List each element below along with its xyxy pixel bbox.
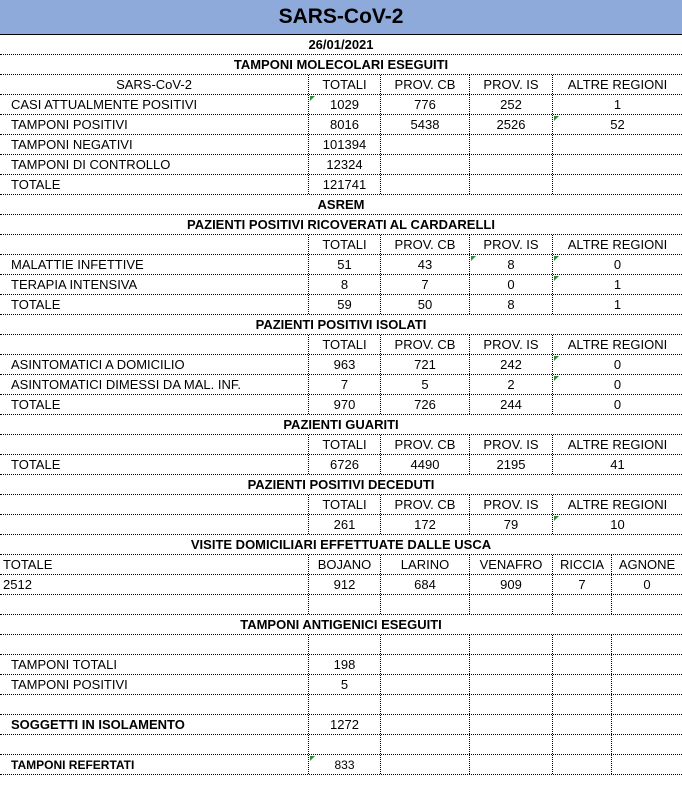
isolamento-label: SOGGETTI IN ISOLAMENTO: [0, 715, 309, 734]
cell-value: 101394: [309, 135, 381, 154]
table-header-row: [0, 495, 682, 515]
cell-value: 121741: [309, 175, 381, 194]
cell-value: 10: [553, 515, 682, 534]
col-prov-cb: PROV. CB: [381, 495, 470, 514]
row-label: TAMPONI DI CONTROLLO: [0, 155, 309, 174]
table-row: [0, 275, 682, 295]
cell-value: 2526: [470, 115, 553, 134]
table-row: [0, 355, 682, 375]
cell-value: [553, 155, 682, 174]
refertati-value: 833: [309, 755, 381, 774]
cell-value: 8: [470, 295, 553, 314]
cell-value: 776: [381, 95, 470, 114]
cell-value: [381, 155, 470, 174]
table-row: [0, 675, 682, 695]
col-prov-cb: PROV. CB: [381, 435, 470, 454]
row-label: TAMPONI POSITIVI: [0, 675, 309, 694]
col-label: [0, 335, 309, 354]
col-prov-is: PROV. IS: [470, 335, 553, 354]
cell-value: 2195: [470, 455, 553, 474]
cell-value: [470, 175, 553, 194]
cell-value: 4490: [381, 455, 470, 474]
section-usca: VISITE DOMICILIARI EFFETTUATE DALLE USCA: [190, 537, 492, 552]
empty-row: [0, 735, 682, 755]
cell-value: 726: [381, 395, 470, 414]
row-label: TOTALE: [0, 455, 309, 474]
cell-value: 43: [381, 255, 470, 274]
cell-value: 721: [381, 355, 470, 374]
cell-value: 12324: [309, 155, 381, 174]
col-altre-regioni: ALTRE REGIONI: [567, 77, 668, 92]
col-label: [0, 495, 309, 514]
cell-value: 7: [309, 375, 381, 394]
cell-value: 8016: [309, 115, 381, 134]
cell-value: 5438: [381, 115, 470, 134]
col-altre-regioni: ALTRE REGIONI: [567, 237, 668, 252]
col-prov-is: PROV. IS: [470, 75, 553, 94]
table-row: [0, 655, 682, 675]
section-guariti: PAZIENTI GUARITI: [283, 417, 399, 432]
cell-value: 1: [613, 297, 622, 312]
cell-value: 963: [309, 355, 381, 374]
table-row: [0, 715, 682, 735]
cell-value: 50: [381, 295, 470, 314]
section-molecolari: TAMPONI MOLECOLARI ESEGUITI: [233, 57, 449, 72]
cell-value: 7: [381, 275, 470, 294]
cell-value: 0: [613, 397, 622, 412]
cell-value: 912: [309, 575, 381, 594]
col-totali: TOTALI: [309, 435, 381, 454]
table-row: [0, 575, 682, 595]
cell-value: 0: [553, 375, 682, 394]
table-row: [0, 295, 682, 315]
col-agnone: AGNONE: [618, 557, 676, 572]
cell-value: 5: [309, 675, 381, 694]
col-prov-cb: PROV. CB: [381, 335, 470, 354]
row-label: ASINTOMATICI DIMESSI DA MAL. INF.: [0, 375, 309, 394]
col-totali: TOTALI: [309, 235, 381, 254]
row-label: TAMPONI TOTALI: [0, 655, 309, 674]
col-altre-regioni: ALTRE REGIONI: [567, 437, 668, 452]
cell-value: 242: [470, 355, 553, 374]
cell-value: 1029: [309, 95, 381, 114]
cell-value: [381, 175, 470, 194]
row-label: TERAPIA INTENSIVA: [0, 275, 309, 294]
col-totali: TOTALI: [309, 75, 381, 94]
col-altre-regioni: ALTRE REGIONI: [567, 497, 668, 512]
cell-value: 261: [309, 515, 381, 534]
row-label: TOTALE: [0, 295, 309, 314]
col-venafro: VENAFRO: [470, 555, 553, 574]
col-prov-cb: PROV. CB: [381, 75, 470, 94]
cell-value: [553, 135, 682, 154]
cell-value: 52: [553, 115, 682, 134]
cell-value: 5: [381, 375, 470, 394]
row-label: CASI ATTUALMENTE POSITIVI: [0, 95, 309, 114]
table-header-row: [0, 335, 682, 355]
cell-value: 6726: [309, 455, 381, 474]
cell-value: 909: [470, 575, 553, 594]
cell-value: 198: [309, 655, 381, 674]
col-prov-is: PROV. IS: [470, 435, 553, 454]
section-isolati: PAZIENTI POSITIVI ISOLATI: [255, 317, 427, 332]
table-row: [0, 755, 682, 775]
col-prov-is: PROV. IS: [470, 495, 553, 514]
col-larino: LARINO: [381, 555, 470, 574]
cell-value: [381, 135, 470, 154]
cell-value: 41: [610, 457, 625, 472]
table-row: [0, 375, 682, 395]
cell-value: 0: [643, 577, 651, 592]
row-label: ASINTOMATICI A DOMICILIO: [0, 355, 309, 374]
row-label: TAMPONI POSITIVI: [0, 115, 309, 134]
cell-value: 0: [470, 275, 553, 294]
col-altre-regioni: ALTRE REGIONI: [567, 337, 668, 352]
col-totale: TOTALE: [0, 555, 309, 574]
table-row: [0, 135, 682, 155]
table-row: [0, 95, 682, 115]
cell-value: 0: [553, 355, 682, 374]
col-label: [0, 235, 309, 254]
col-label: [0, 435, 309, 454]
cell-value: 1: [613, 97, 622, 112]
table-row: [0, 255, 682, 275]
cell-value: 172: [381, 515, 470, 534]
section-ricoverati: PAZIENTI POSITIVI RICOVERATI AL CARDARELLI: [187, 217, 495, 232]
cell-value: 51: [309, 255, 381, 274]
sheet-title: SARS-CoV-2: [0, 0, 682, 35]
cell-value: [553, 175, 682, 194]
empty-row: [0, 695, 682, 715]
row-label: TOTALE: [0, 395, 309, 414]
col-label: SARS-CoV-2: [0, 75, 309, 94]
report-date: 26/01/2021: [308, 37, 374, 52]
col-prov-is: PROV. IS: [470, 235, 553, 254]
table-header-row: [0, 555, 682, 575]
section-antigenici: TAMPONI ANTIGENICI ESEGUITI: [240, 617, 442, 632]
section-deceduti: PAZIENTI POSITIVI DECEDUTI: [247, 477, 435, 492]
col-prov-cb: PROV. CB: [381, 235, 470, 254]
table-header-row: [0, 75, 682, 95]
col-totali: TOTALI: [309, 335, 381, 354]
cell-value: 8: [470, 255, 553, 274]
table-row: [0, 175, 682, 195]
cell-value: 2: [470, 375, 553, 394]
row-label: TOTALE: [0, 175, 309, 194]
table-row: [0, 455, 682, 475]
row-label: MALATTIE INFETTIVE: [0, 255, 309, 274]
cell-value: 79: [470, 515, 553, 534]
cell-value: 59: [309, 295, 381, 314]
cell-value: 8: [309, 275, 381, 294]
cell-value: 7: [553, 575, 612, 594]
cell-value: 684: [381, 575, 470, 594]
section-asrem: ASREM: [317, 197, 365, 212]
cell-value: 1: [553, 275, 682, 294]
isolamento-value: 1272: [309, 715, 381, 734]
cell-value: [470, 155, 553, 174]
refertati-label: TAMPONI REFERTATI: [0, 755, 309, 774]
table-header-row: [0, 435, 682, 455]
cell-value: 252: [470, 95, 553, 114]
col-totali: TOTALI: [309, 495, 381, 514]
col-bojano: BOJANO: [309, 555, 381, 574]
table-row: [0, 115, 682, 135]
col-riccia: RICCIA: [553, 555, 612, 574]
cell-value: 0: [553, 255, 682, 274]
table-row: [0, 515, 682, 535]
table-row: [0, 155, 682, 175]
table-row: [0, 395, 682, 415]
cell-value: 970: [309, 395, 381, 414]
row-label: [0, 515, 309, 534]
cell-value: 244: [470, 395, 553, 414]
table-header-row: [0, 235, 682, 255]
row-label: TAMPONI NEGATIVI: [0, 135, 309, 154]
cell-value: [470, 135, 553, 154]
empty-row: [0, 635, 682, 655]
empty-row: [0, 595, 682, 615]
cell-value: 2512: [0, 575, 309, 594]
